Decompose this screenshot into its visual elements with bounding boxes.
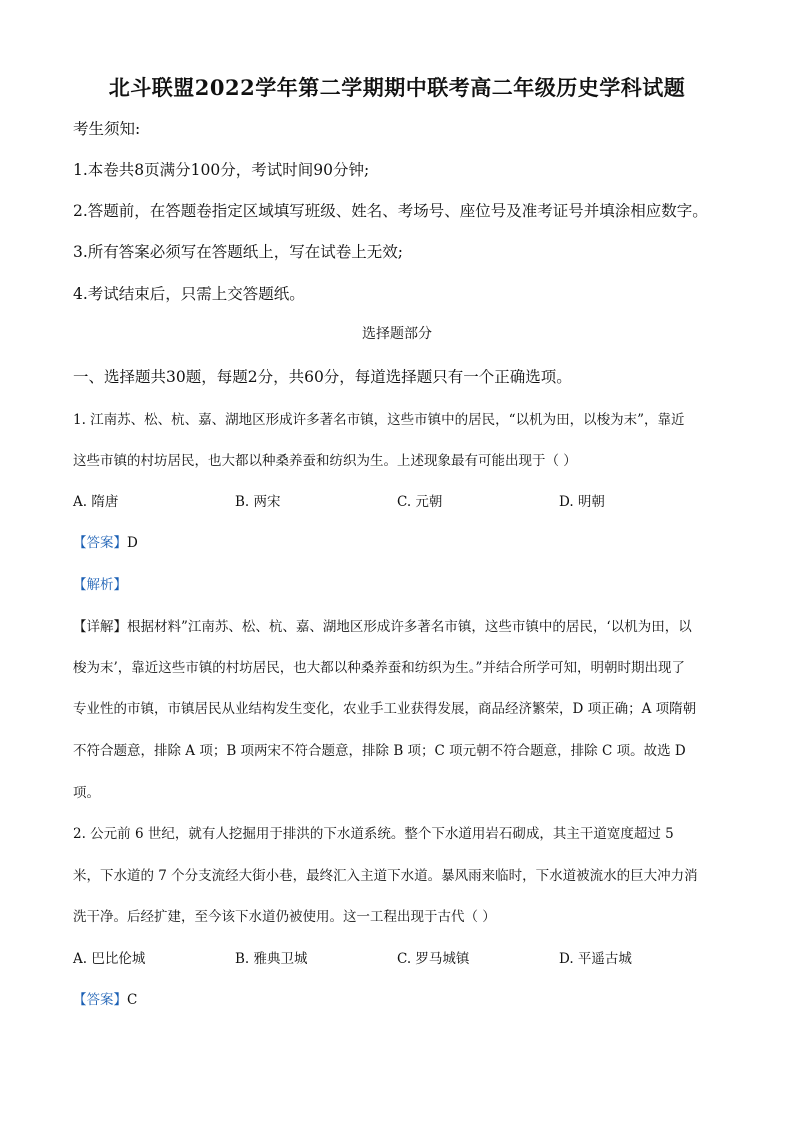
question-2-line-2: 米，下水道的 7 个分支流经大街小巷，最终汇入主道下水道。暴风雨来临时，下水道被流水的巨大冲力消 [73,868,698,884]
answer-tag: 【答案】 [73,535,127,551]
question-1-detail-line-4: 不符合题意，排除 A 项；B 项两宋不符合题意，排除 B 项；C 项元朝不符合题意，排除 C 项。故选 D [73,743,686,759]
notice-item-2: 2.答题前，在答题卷指定区域填写班级、姓名、考场号、座位号及准考证号并填涂相应数字。 [73,202,708,220]
question-1-detail-line-5: 项。 [73,785,100,801]
section-title: 选择题部分 [362,326,432,342]
analysis-tag: 【解析】 [73,577,127,593]
question-1-option-a: A. 隋唐 [73,494,119,510]
question-1-option-c: C. 元朝 [397,494,443,510]
question-1-analysis [73,573,127,593]
question-2-option-a: A. 巴比伦城 [73,951,146,967]
question-1-option-b: B. 两宋 [235,494,281,510]
question-2-option-b: B. 雅典卫城 [235,951,308,967]
question-1-line-1: 1. 江南苏、松、杭、嘉、湖地区形成许多著名市镇，这些市镇中的居民，“以机为田，以梭为末”，靠近 [73,412,685,428]
question-1-answer [73,531,138,551]
notice-item-3: 3.所有答案必须写在答题纸上，写在试卷上无效; [73,243,404,261]
notice-item-1: 1.本卷共8页满分100分，考试时间90分钟; [73,161,370,179]
answer-tag: 【答案】 [73,992,127,1008]
question-2-answer [73,988,137,1008]
answer-value: D [127,535,138,551]
question-1-line-2: 这些市镇的村坊居民，也大都以种桑养蚕和纺织为生。上述现象最有可能出现于（ ） [73,453,577,469]
section-intro: 一、选择题共30题，每题2分，共60分，每道选择题只有一个正确选项。 [73,368,572,386]
answer-value: C [127,992,138,1008]
notice-item-4: 4.考试结束后，只需上交答题纸。 [73,285,305,303]
page-title: 北斗联盟2022学年第二学期期中联考高二年级历史学科试题 [108,75,686,100]
detail-text-1: 根据材料”江南苏、松、杭、嘉、湖地区形成许多著名市镇，这些市镇中的居民，‘以机为田，以 [127,619,692,635]
question-1-option-d: D. 明朝 [559,494,605,510]
question-2-line-1: 2. 公元前 6 世纪，就有人挖掘用于排洪的下水道系统。整个下水道用岩石砌成，其主干道宽度超过 5 [73,826,674,842]
question-2-line-3: 洗干净。后经扩建，至今该下水道仍被使用。这一工程出现于古代（ ） [73,909,496,925]
question-2-option-c: C. 罗马城镇 [397,951,470,967]
notice-heading: 考生须知: [73,120,141,138]
question-1-detail-line-1 [73,615,692,635]
question-2-option-d: D. 平遥古城 [559,951,632,967]
question-1-detail-line-2: 梭为末’，靠近这些市镇的村坊居民，也大都以种桑养蚕和纺织为生。”并结合所学可知，明朝时期出现了 [73,660,685,676]
question-1-detail-line-3: 专业性的市镇，市镇居民从业结构发生变化，农业手工业获得发展，商品经济繁荣，D 项正确；A 项隋朝 [73,701,697,717]
detail-tag: 【详解】 [73,619,127,635]
